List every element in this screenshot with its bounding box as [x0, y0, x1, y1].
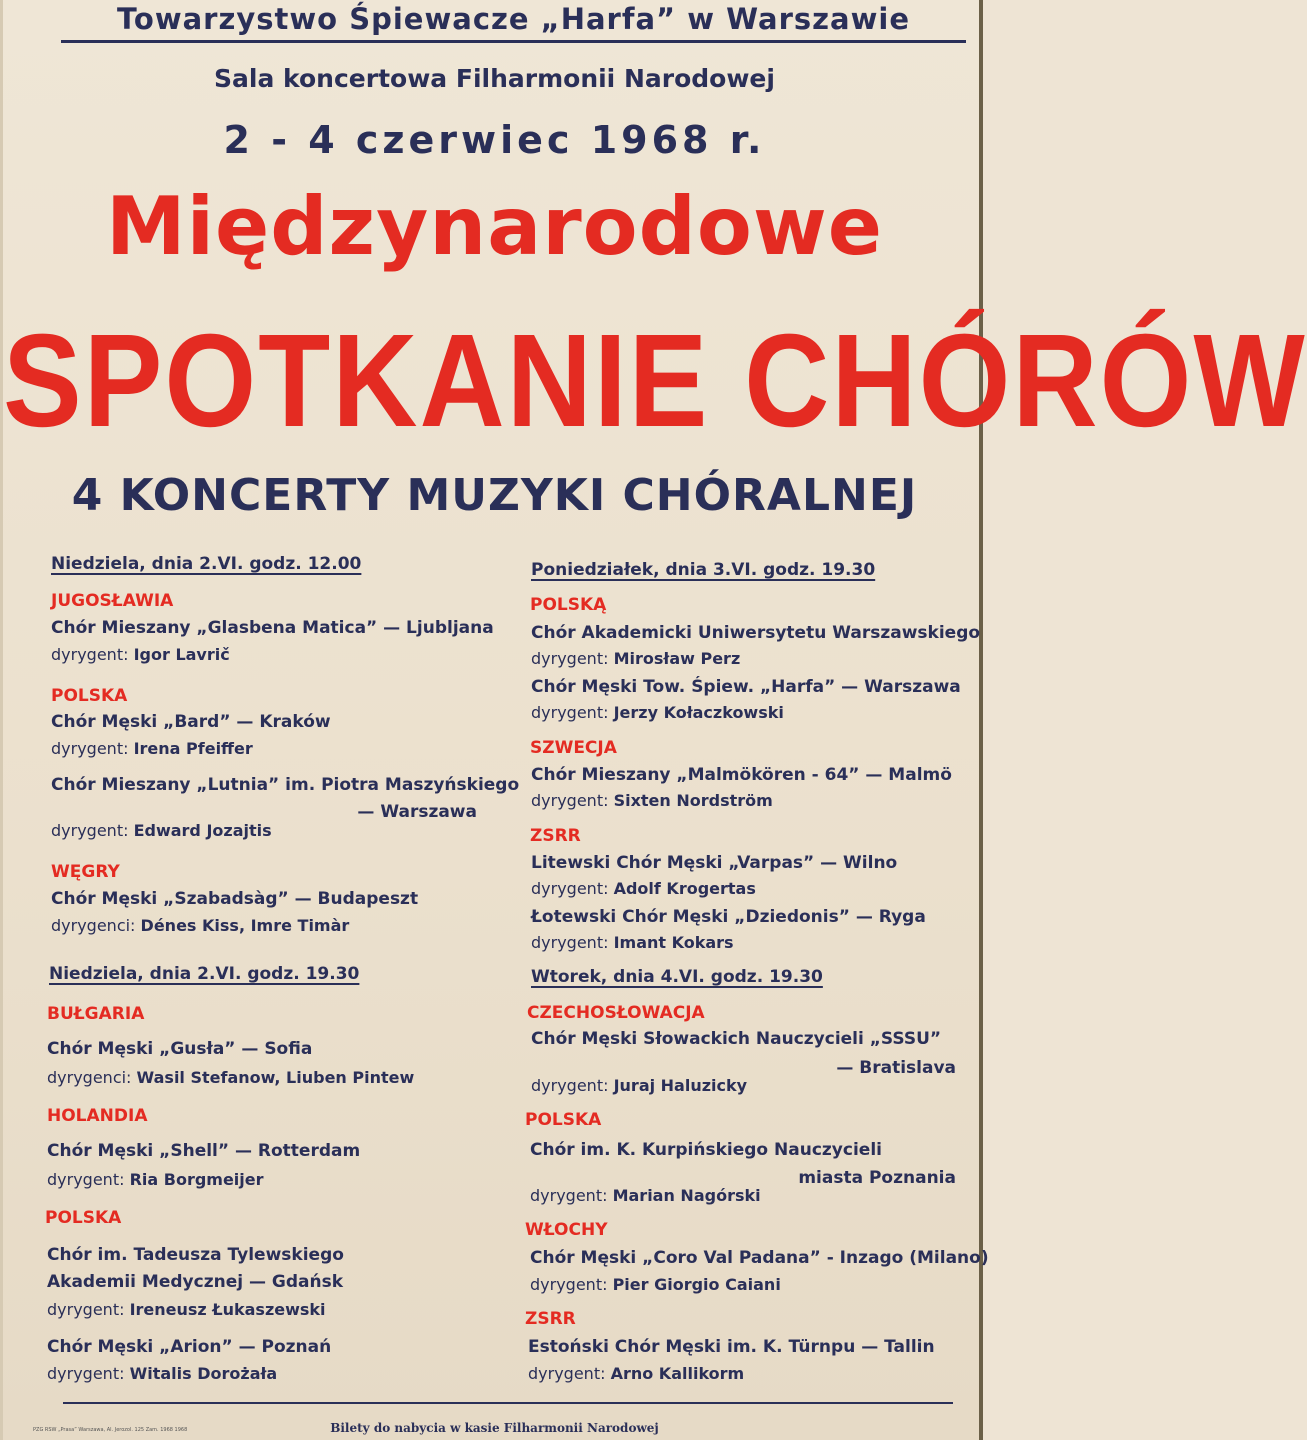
- concert1-heading: Niedziela, dnia 2.VI. godz. 12.00: [51, 554, 362, 574]
- conductor-name: Witalis Dorożała: [129, 1364, 278, 1383]
- conductor-label: dyrygent:: [528, 1364, 606, 1383]
- header-rule: [61, 40, 966, 43]
- conductor-name: Edward Jozajtis: [133, 821, 272, 840]
- concert1-country-yugoslavia: JUGOSŁAWIA: [51, 591, 174, 611]
- subtitle-concerts: 4 KONCERTY MUZYKI CHÓRALNEJ: [71, 470, 918, 521]
- tickets-note: Bilety do nabycia w kasie Filharmonii Narodowej: [330, 1421, 659, 1435]
- concert2-heading: Niedziela, dnia 2.VI. godz. 19.30: [49, 964, 360, 984]
- conductor-name: Ireneusz Łukaszewski: [129, 1300, 326, 1319]
- concert4-choir-coro-val-padana: Chór Męski „Coro Val Padana” - Inzago (Milano): [530, 1248, 989, 1268]
- concert2-choir-tylewski-academy: Akademii Medycznej — Gdańsk: [47, 1272, 344, 1292]
- concert1-conductor-3: [51, 821, 272, 840]
- concert4-choir-kurpinski: Chór im. K. Kurpińskiego Nauczycieli: [530, 1140, 882, 1160]
- concert4-country-ussr: ZSRR: [525, 1309, 576, 1329]
- concert4-conductor-2: [530, 1186, 761, 1205]
- concert3-choir-dziedonis: Łotewski Chór Męski „Dziedonis” — Ryga: [531, 907, 926, 927]
- concert2-choir-tylewski: Chór im. Tadeusza Tylewskiego: [47, 1245, 344, 1265]
- concert1-country-poland: POLSKA: [51, 686, 128, 706]
- printer-imprint: PZG RSW „Prasa” Warszawa, Al. Jerozol. 125 Zam. 1968 1968: [33, 1427, 188, 1433]
- concert4-country-czechoslovakia: CZECHOSŁOWACJA: [527, 1003, 705, 1023]
- conductor-name: Dénes Kiss, Imre Timàr: [140, 916, 350, 935]
- conductor-name: Arno Kallikorm: [610, 1364, 745, 1383]
- event-date: 2 - 4 czerwiec 1968 r.: [223, 118, 766, 162]
- concert3-conductor-2: [531, 703, 784, 722]
- concert1-choir-glasbena: Chór Mieszany „Glasbena Matica” — Ljubljana: [51, 618, 494, 638]
- concert1-choir-lutnia: Chór Mieszany „Lutnia” im. Piotra Maszyńskiego: [51, 775, 520, 795]
- conductor-label: dyrygent:: [531, 879, 609, 898]
- conductor-name: Ria Borgmeijer: [129, 1170, 264, 1189]
- concert-hall: Sala koncertowa Filharmonii Narodowej: [214, 64, 775, 93]
- title-choir-meeting: SPOTKANIE CHÓRÓW: [3, 307, 1307, 456]
- concert3-country-ussr: ZSRR: [530, 826, 581, 846]
- conductor-label: dyrygent:: [531, 703, 609, 722]
- concert4-choir-kurpinski-city: miasta Poznania: [798, 1168, 956, 1188]
- concert2-country-bulgaria: BUŁGARIA: [47, 1004, 145, 1024]
- conductor-label: dyrygent:: [531, 1076, 609, 1095]
- concert1-choir-bard: Chór Męski „Bard” — Kraków: [51, 712, 331, 732]
- conductor-name: Juraj Haluzicky: [613, 1076, 748, 1095]
- conductor-label: dyrygent:: [531, 933, 609, 952]
- concert2-conductor-1: [47, 1068, 414, 1087]
- concert2-choir-gusla: Chór Męski „Gusła” — Sofia: [47, 1039, 313, 1059]
- conductor-label: dyrygent:: [47, 1364, 125, 1383]
- concert3-conductor-1: [531, 649, 740, 668]
- concert3-choir-varpas: Litewski Chór Męski „Varpas” — Wilno: [531, 853, 898, 873]
- conductor-label: dyrygent:: [47, 1170, 125, 1189]
- concert2-choir-shell: Chór Męski „Shell” — Rotterdam: [47, 1141, 361, 1161]
- conductor-name: Jerzy Kołaczkowski: [613, 703, 784, 722]
- concert2-country-poland: POLSKA: [45, 1208, 122, 1228]
- concert3-choir-harfa: Chór Męski Tow. Śpiew. „Harfa” — Warszawa: [531, 677, 961, 697]
- concert1-conductor-1: [51, 645, 230, 664]
- concert3-country-poland: POLSKĄ: [530, 595, 607, 615]
- concert4-conductor-4: [528, 1364, 744, 1383]
- conductor-label: dyrygenci:: [51, 916, 136, 935]
- concert1-country-hungary: WĘGRY: [51, 862, 120, 882]
- concert4-choir-sssu-city: — Bratislava: [836, 1058, 956, 1078]
- title-international: Międzynarodowe: [105, 180, 883, 273]
- conductor-label: dyrygent:: [530, 1186, 608, 1205]
- concert3-choir-university: Chór Akademicki Uniwersytetu Warszawskiego: [531, 623, 981, 643]
- conductor-name: Sixten Nordström: [613, 791, 773, 810]
- conductor-name: Irena Pfeiffer: [133, 739, 253, 758]
- concert3-heading: Poniedziałek, dnia 3.VI. godz. 19.30: [531, 560, 876, 580]
- concert4-country-italy: WŁOCHY: [525, 1220, 608, 1240]
- concert4-choir-sssu: Chór Męski Słowackich Nauczycieli „SSSU”: [531, 1029, 942, 1049]
- society-name: Towarzystwo Śpiewacze „Harfa” w Warszawie: [116, 2, 911, 36]
- conductor-label: dyrygenci:: [47, 1068, 132, 1087]
- concert3-conductor-4: [531, 879, 756, 898]
- concert3-country-sweden: SZWECJA: [530, 738, 617, 758]
- footer-rule: [63, 1402, 953, 1404]
- conductor-label: dyrygent:: [51, 821, 129, 840]
- conductor-name: Pier Giorgio Caiani: [612, 1275, 781, 1294]
- concert2-conductor-4: [47, 1364, 277, 1383]
- concert1-conductor-2: [51, 739, 253, 758]
- conductor-label: dyrygent:: [531, 791, 609, 810]
- concert1-choir-szabadsag: Chór Męski „Szabadsàg” — Budapeszt: [51, 889, 419, 909]
- concert3-conductor-3: [531, 791, 773, 810]
- concert4-conductor-1: [531, 1076, 747, 1095]
- concert2-conductor-3: [47, 1300, 326, 1319]
- conductor-label: dyrygent:: [47, 1300, 125, 1319]
- conductor-label: dyrygent:: [530, 1275, 608, 1294]
- concert2-choir-arion: Chór Męski „Arion” — Poznań: [47, 1337, 332, 1357]
- conductor-label: dyrygent:: [51, 645, 129, 664]
- concert2-conductor-2: [47, 1170, 264, 1189]
- concert2-country-netherlands: HOLANDIA: [47, 1106, 148, 1126]
- conductor-name: Adolf Krogertas: [613, 879, 756, 898]
- concert3-choir-malmokoren: Chór Mieszany „Malmökören - 64” — Malmö: [531, 765, 952, 785]
- conductor-label: dyrygent:: [51, 739, 129, 758]
- concert4-heading: Wtorek, dnia 4.VI. godz. 19.30: [531, 967, 823, 987]
- conductor-name: Igor Lavrič: [133, 645, 230, 664]
- concert1-conductor-4: [51, 916, 349, 935]
- concert4-conductor-3: [530, 1275, 781, 1294]
- conductor-name: Imant Kokars: [613, 933, 734, 952]
- concert3-conductor-5: [531, 933, 734, 952]
- concert1-choir-lutnia-city: — Warszawa: [357, 802, 477, 822]
- concert4-country-poland: POLSKA: [525, 1110, 602, 1130]
- conductor-name: Mirosław Perz: [613, 649, 741, 668]
- concert4-choir-turnpu: Estoński Chór Męski im. K. Türnpu — Tallin: [528, 1337, 935, 1357]
- conductor-name: Marian Nagórski: [612, 1186, 761, 1205]
- conductor-label: dyrygent:: [531, 649, 609, 668]
- conductor-name: Wasil Stefanow, Liuben Pintew: [136, 1068, 415, 1087]
